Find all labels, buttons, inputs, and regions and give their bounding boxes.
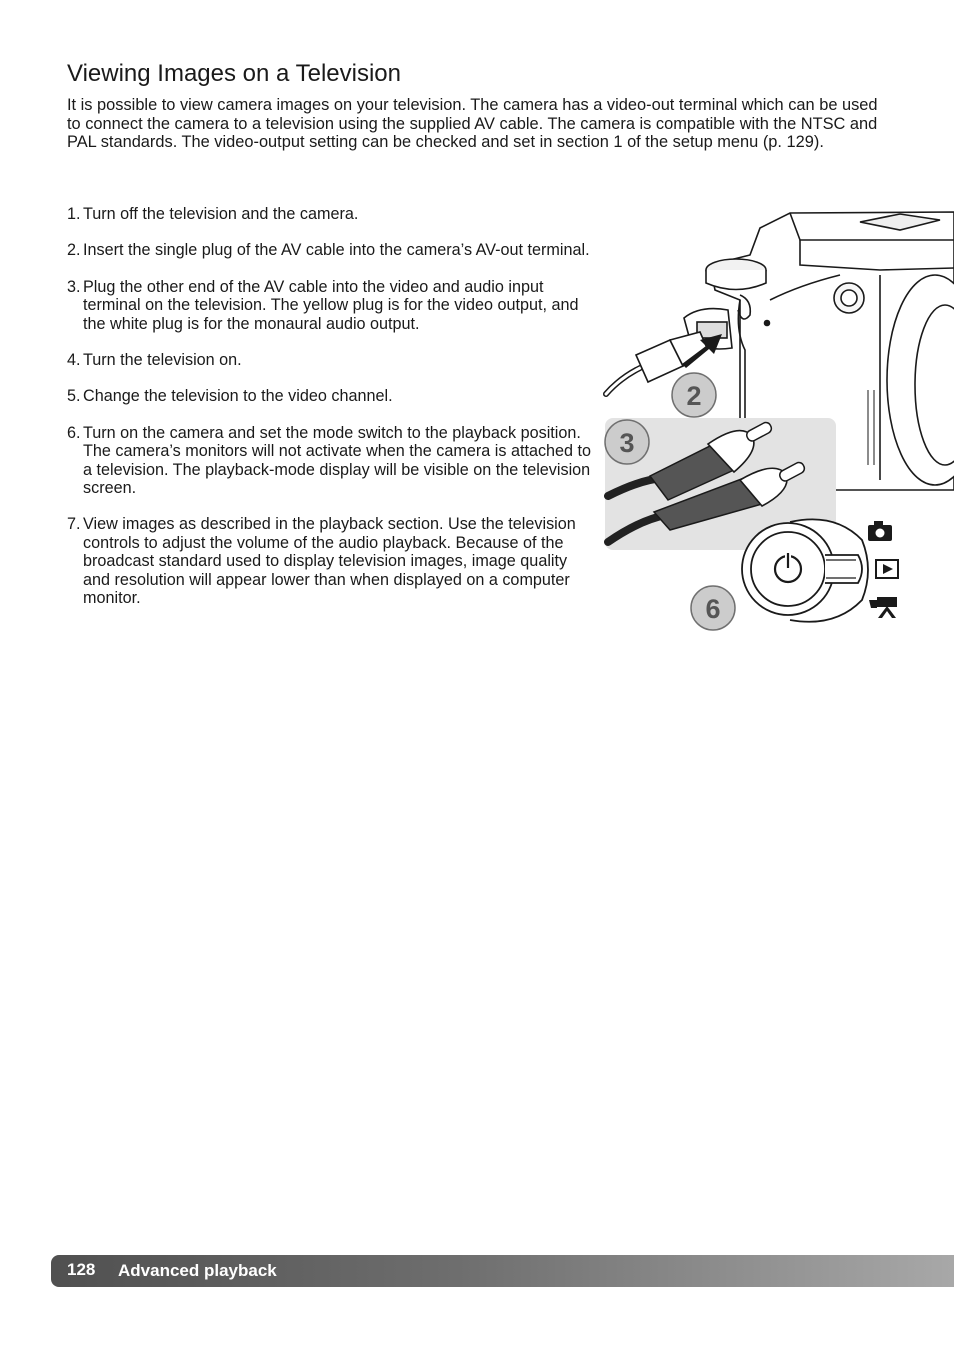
- page-number: 128: [67, 1260, 96, 1279]
- step-number: 5.: [67, 387, 81, 406]
- step-number: 4.: [67, 351, 81, 370]
- steps-list: [67, 205, 597, 626]
- step-number: 1.: [67, 205, 81, 223]
- step-number: 3.: [67, 277, 81, 296]
- callout-3-label: 3: [619, 428, 635, 458]
- camera-icon: [868, 521, 892, 541]
- step-item: [67, 241, 597, 259]
- step-text: Change the television to the video channel.: [83, 387, 393, 406]
- step-text: Insert the single plug of the AV cable into the camera’s AV-out terminal.: [83, 241, 590, 260]
- callout-3: [605, 420, 649, 464]
- step-text: Turn on the camera and set the mode switch to the playback position. The camera’s monitors will not activate when the camera is attached to a television. The playback-mode display will be visible on the television screen.: [83, 423, 592, 498]
- playback-icon: [876, 560, 898, 578]
- mode-switch: [742, 519, 868, 621]
- step-text: Turn off the television and the camera.: [83, 205, 359, 223]
- step-text: Turn the television on.: [83, 351, 242, 370]
- step-number: 6.: [67, 423, 81, 442]
- callout-6: [691, 586, 735, 630]
- step-item: [67, 515, 597, 607]
- callout-2-label: 2: [686, 381, 702, 411]
- page-footer: [51, 1255, 954, 1287]
- step-text: View images as described in the playback section. Use the television controls to adjust the volume of the audio playback. Because of the broadcast standard used to display television images, image quality and resolution will appear lower than when displayed on a computer monitor.: [83, 515, 576, 608]
- step-item: [67, 424, 597, 498]
- step-text: Plug the other end of the AV cable into the video and audio input terminal on the television. The yellow plug is for the video output, and the white plug is for the monaural audio output.: [83, 277, 579, 333]
- movie-icon: [869, 597, 897, 618]
- camera-av-connection-illustration: [600, 200, 954, 640]
- step-number: 2.: [67, 241, 81, 260]
- section-title: Advanced playback: [118, 1261, 277, 1280]
- step-item: [67, 205, 597, 223]
- intro-paragraph: It is possible to view camera images on your television. The camera has a video-out terminal which can be used to connect the camera to a television using the supplied AV cable. The camera is compatible with the NTSC and PAL standards. The video-output setting can be checked and set in section 1 of the setup menu (p. 129).: [67, 96, 878, 152]
- step-item: [67, 351, 597, 369]
- step-number: 7.: [67, 515, 81, 534]
- step-item: [67, 278, 597, 333]
- callout-2: [672, 373, 716, 417]
- callout-6-label: 6: [705, 594, 721, 624]
- step-item: [67, 387, 597, 405]
- page-title: Viewing Images on a Television: [67, 60, 401, 87]
